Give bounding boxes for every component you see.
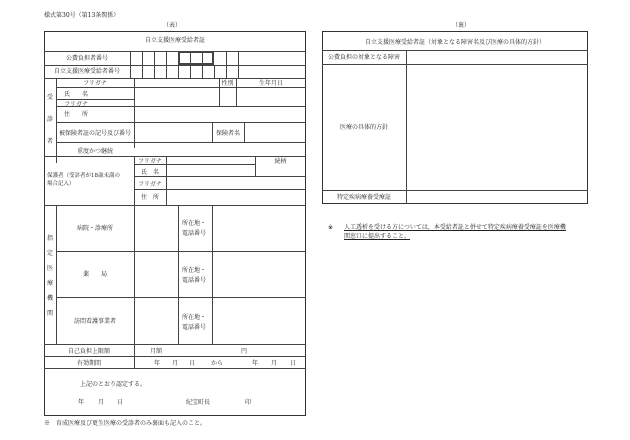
guardian-address-label: 住 所: [140, 194, 159, 201]
loc-phone-1b: 電話番号: [182, 230, 207, 237]
recipient-v-2: 診: [47, 116, 54, 123]
seal-label: 印: [245, 399, 252, 406]
address-label: 住 所: [63, 111, 88, 118]
validity-label: 有効期間: [76, 360, 101, 367]
validity-to-month: 月: [271, 360, 278, 367]
home-nursing-label: 訪問看護事業者: [73, 318, 116, 325]
guardian-furigana2-label: フリガナ: [138, 181, 162, 188]
recipient-v-3: 者: [47, 138, 54, 145]
form-number: 様式第30号（第13条関係）: [44, 12, 120, 19]
designated-v-1: 指: [47, 235, 54, 242]
recipient-no-label: 自立支援医療受給者番号: [53, 68, 120, 75]
furigana2-label: フリガナ: [64, 101, 88, 108]
cert-day: 日: [117, 399, 124, 406]
validity-from-year: 年: [154, 360, 161, 367]
loc-phone-3b: 電話番号: [182, 324, 207, 331]
certified-text: 上記のとおり認定する。: [80, 381, 147, 388]
policy-label: 医療の具体的方針: [339, 124, 388, 131]
front-side-label: （表）: [163, 22, 182, 29]
pharmacy-label: 薬 局: [82, 271, 107, 278]
designated-v-4: 療: [47, 280, 54, 287]
insurance-symbol-label: 被保険者証の記号及び番号: [58, 130, 131, 137]
validity-from-day: 日: [189, 360, 196, 367]
guardian-label-1: 保護者（受診者が18歳未満の: [47, 173, 120, 179]
back-title: 自立支援医療受給者証（対象となる障害名及び医療の具体的方針）: [364, 39, 545, 46]
cert-month: 月: [98, 399, 105, 406]
back-note-line-1: 人工透析を受ける方については，本受給者証と併せて特定疾病療養受療証を医療機: [344, 224, 566, 231]
guardian-furigana-label: フリガナ: [138, 158, 162, 165]
validity-to-year: 年: [252, 360, 259, 367]
designated-v-3: 医: [47, 265, 54, 272]
recipient-v-1: 受: [47, 94, 54, 101]
guardian-relation-label: 続柄: [274, 158, 287, 165]
birthdate-label: 生年月日: [258, 80, 283, 87]
payer-digit-group[interactable]: [178, 51, 214, 65]
public-payer-no-label: 公費負担者番号: [65, 55, 108, 62]
name-label: 氏 名: [63, 91, 88, 98]
front-form: [44, 31, 306, 416]
footer-note: ※ 育成医療及び更生医療の受診者のみ裏面も記入のこと。: [44, 420, 207, 427]
designated-v-5: 機: [47, 295, 54, 302]
yen-label: 円: [241, 348, 248, 355]
back-note-line-2: 関窓口に提出すること。: [344, 233, 411, 240]
designated-v-2: 定: [47, 250, 54, 257]
loc-phone-2a: 所在地・: [182, 267, 207, 274]
loc-phone-2b: 電話番号: [182, 277, 207, 284]
front-title: 自立支援医療受給者証: [144, 37, 205, 44]
guardian-label-2: 場合記入）: [47, 181, 75, 187]
back-note-mark: ※: [328, 224, 334, 231]
monthly-label: 月額: [150, 348, 163, 355]
disability-label: 公費負担の対象となる障害: [327, 54, 400, 61]
insurer-name-label: 保険者名: [215, 130, 240, 137]
cert-year: 年: [78, 399, 85, 406]
designated-v-6: 関: [47, 310, 54, 317]
back-side-label: （裏）: [452, 22, 471, 29]
validity-from-month: 月: [172, 360, 179, 367]
gender-label: 性別: [221, 80, 234, 87]
validity-from: から: [211, 360, 224, 367]
furigana-label: フリガナ: [83, 80, 107, 87]
loc-phone-1a: 所在地・: [182, 220, 207, 227]
specific-illness-label: 特定疾病療養受療証: [336, 194, 391, 201]
hospital-label: 病院・診療所: [76, 225, 113, 232]
severe-continuous-label: 重度かつ継続: [76, 148, 113, 155]
guardian-name-label: 氏 名: [140, 169, 159, 176]
loc-phone-3a: 所在地・: [182, 314, 207, 321]
mayor-label: 紀宝町長: [186, 399, 211, 406]
copay-limit-label: 自己負担上限額: [67, 348, 110, 355]
validity-to-day: 日: [290, 360, 297, 367]
